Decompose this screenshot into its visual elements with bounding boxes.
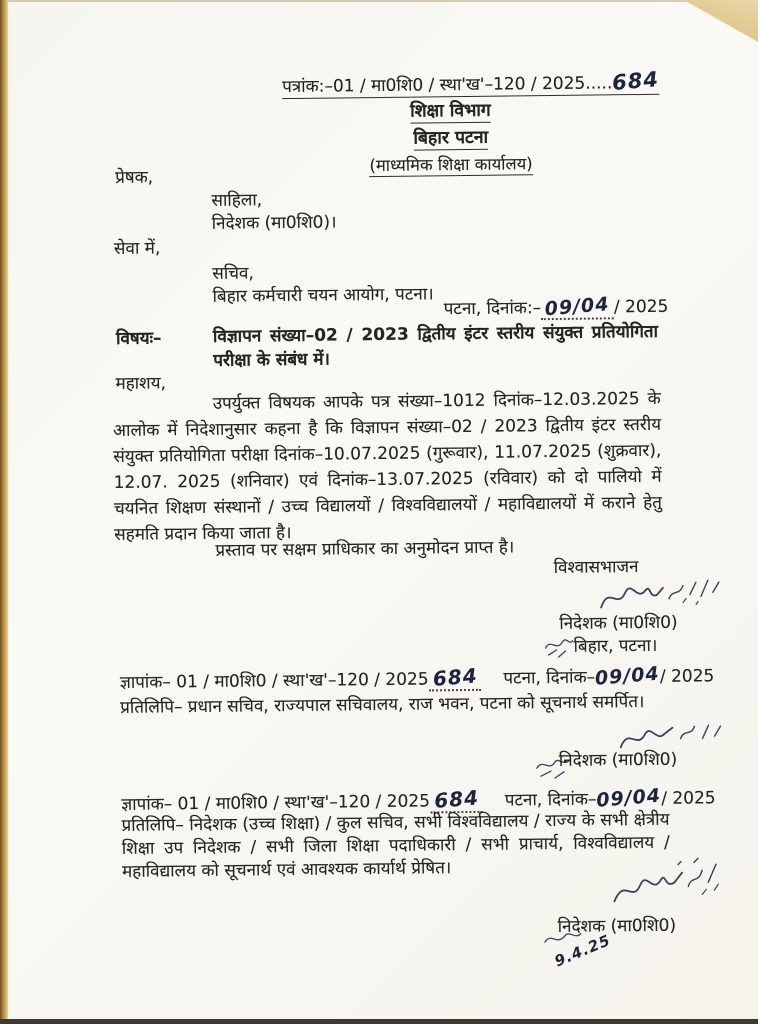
signatory3-designation: निदेशक (मा0शि0) xyxy=(557,915,677,937)
copy-line-1: प्रतिलिपि– प्रधान सचिव, राज्यपाल सचिवालय, राज भवन, पटना को सूचनार्थ समर्पित। xyxy=(120,692,645,718)
memo2-date-prefix: पटना, दिनांक– xyxy=(504,789,597,811)
copy-line-2: प्रतिलिपि– निदेशक (उच्च शिक्षा) / कुल सचिव, सभी विश्वविद्यालय / राज्य के सभी क्षेत्रीय शिक्षा उप निदेशक / सभी जिला शिक्षा पदाधिकारी / सभी प्राचार्य, विश्वविद्यालय / महाविद्यालय को सूचनार्थ एवं आवश्यक कार्यार्थ प्रेषित। xyxy=(121,809,670,882)
recipient-label: सेवा में, xyxy=(113,238,161,259)
signatory1-place: बिहार, पटना। xyxy=(573,635,658,657)
memo2-number-handwritten: 684 xyxy=(433,785,480,813)
dateline-suffix: / 2025 xyxy=(613,296,669,318)
signature-date-note-handwritten: 9.4.25 xyxy=(551,931,614,971)
dateline-prefix: पटना, दिनांक:– xyxy=(443,298,542,320)
reference-dots: ..... xyxy=(585,73,613,94)
scan-top-edge xyxy=(0,0,758,2)
initial-scribble xyxy=(541,634,575,660)
signature-scribble xyxy=(604,854,725,913)
sender-designation: निदेशक (मा0शि0)। xyxy=(211,212,337,234)
memo1-number-handwritten: 684 xyxy=(431,663,479,691)
memo2-date-suffix: / 2025 xyxy=(661,788,716,809)
signatory1-designation: निदेशक (मा0शि0) xyxy=(559,612,678,634)
dateline xyxy=(444,294,669,322)
scan-left-edge xyxy=(0,0,8,1024)
signature-scribble xyxy=(593,568,734,618)
reference-line xyxy=(282,69,659,99)
org-place: बिहार पटना xyxy=(413,127,489,149)
recipient-name: सचिव, xyxy=(212,263,254,284)
memo1-prefix: ज्ञापांक– 01 / मा0शि0 / स्था'ख'–120 / 2025 xyxy=(119,669,429,693)
memo2-date-handwritten: 09/04 xyxy=(595,784,663,812)
department-name: शिक्षा विभाग xyxy=(410,100,491,122)
signatory2-designation: निदेशक (मा0शि0) xyxy=(558,749,678,771)
subject-label: विषयः– xyxy=(115,328,162,349)
approval-line: प्रस्ताव पर सक्षम प्राधिकार का अनुमोदन प्राप्त है। xyxy=(215,537,515,561)
recipient-organization: बिहार कर्मचारी चयन आयोग, पटना। xyxy=(212,284,434,307)
reference-number-handwritten: 684 xyxy=(611,67,661,95)
scan-bottom-edge xyxy=(0,1019,758,1024)
signature-scribble xyxy=(614,714,734,757)
office-name: (माध्यमिक शिक्षा कार्यालय) xyxy=(369,154,533,176)
closing-word: विश्वासभाजन xyxy=(553,557,639,579)
memo2-prefix: ज्ञापांक– 01 / मा0शि0 / स्था'ख'–120 / 2025 xyxy=(121,791,431,815)
letterhead xyxy=(245,96,656,178)
salutation: महाशय, xyxy=(115,373,167,394)
memo1-date-suffix: / 2025 xyxy=(659,666,715,687)
subject-text: विज्ञापन संख्या–02 / 2023 द्वितीय इंटर स्तरीय संयुक्त प्रतियोगिता परीक्षा के संबंध में। xyxy=(212,321,659,371)
reference-prefix: पत्रांक:–01 / मा0शि0 / स्था'ख'–120 / 2025 xyxy=(282,73,586,98)
sender-label: प्रेषक, xyxy=(115,167,154,188)
body-paragraph: उपर्युक्त विषयक आपके पत्र संख्या–1012 दिनांक–12.03.2025 के आलोक में निदेशानुसार कहना है कि विज्ञापन संख्या–02 / 2023 द्वितीय इंटर स्तरीय संयुक्त प्रतियोगिता परीक्षा दिनांक–10.07.2025 (गुरूवार), 11.07.2025 (शुक्रवार), 12.07. 2025 (शनिवार) एवं दिनांक–13.07.2025 (रविवार) को दो पालियो में चयनित शिक्षण संस्थानों / उच्च विद्यालयों / विश्वविद्यालयों / महाविद्यालयों में कराने हेतु सहमति प्रदान किया जाता है। xyxy=(112,388,663,546)
memo1-date-handwritten: 09/04 xyxy=(594,662,661,690)
sender-name: साहिला, xyxy=(211,190,263,211)
memo1-date-prefix: पटना, दिनांक– xyxy=(503,667,596,689)
dateline-date-handwritten: 09/04 xyxy=(544,293,611,321)
